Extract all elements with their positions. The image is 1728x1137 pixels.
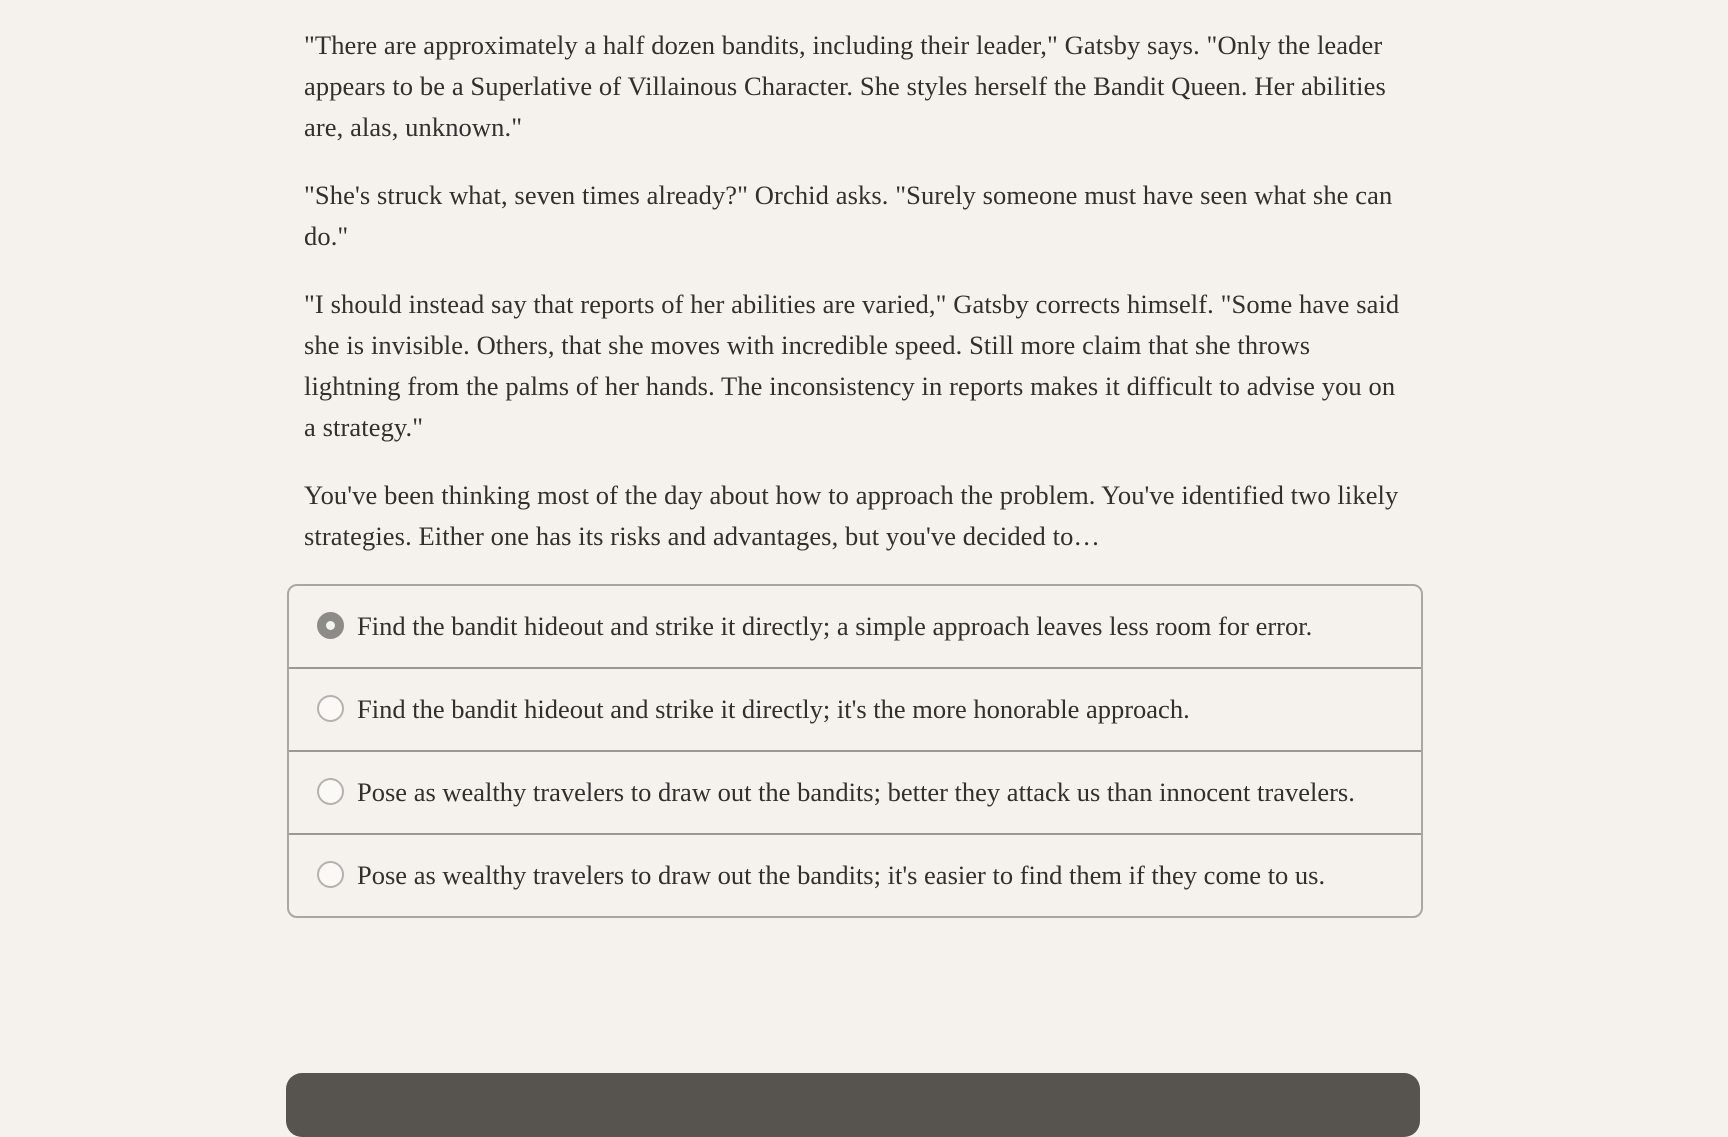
- choice-option-label: Pose as wealthy travelers to draw out the bandits; better they attack us than innocent travelers.: [357, 777, 1355, 807]
- choice-option-1[interactable]: [289, 586, 1421, 667]
- choice-option-label: Find the bandit hideout and strike it directly; it's the more honorable approach.: [357, 694, 1190, 724]
- radio-checked-icon[interactable]: [317, 612, 344, 639]
- radio-unchecked-icon[interactable]: [317, 778, 344, 805]
- story-content: [287, 25, 1423, 918]
- choice-option-3[interactable]: [289, 750, 1421, 833]
- radio-unchecked-icon[interactable]: [317, 861, 344, 888]
- story-text: [287, 25, 1423, 557]
- choice-option-4[interactable]: [289, 833, 1421, 916]
- radio-unchecked-icon[interactable]: [317, 695, 344, 722]
- choice-option-label: Find the bandit hideout and strike it directly; a simple approach leaves less room for error.: [357, 611, 1313, 641]
- story-paragraph: "I should instead say that reports of her abilities are varied," Gatsby corrects himself. "Some have said she is invisible. Others, that she moves with incredible speed. Still more claim that she throws lightning from the palms of her hands. The inconsistency in reports makes it difficult to advise you on a strategy.": [304, 289, 1400, 442]
- choice-option-2[interactable]: [289, 667, 1421, 750]
- story-paragraph: You've been thinking most of the day about how to approach the problem. You've identified two likely strategies. Either one has its risks and advantages, but you've decided to…: [304, 480, 1399, 551]
- story-paragraph: "There are approximately a half dozen bandits, including their leader," Gatsby says. "Only the leader appears to be a Superlative of Villainous Character. She styles herself the Bandit Queen. Her abilities are, alas, unknown.": [304, 30, 1386, 142]
- story-paragraph: "She's struck what, seven times already?" Orchid asks. "Surely someone must have seen what she can do.": [304, 180, 1393, 251]
- choice-group: [287, 584, 1423, 918]
- choice-option-label: Pose as wealthy travelers to draw out the bandits; it's easier to find them if they come to us.: [357, 860, 1326, 890]
- next-button[interactable]: [286, 1073, 1420, 1137]
